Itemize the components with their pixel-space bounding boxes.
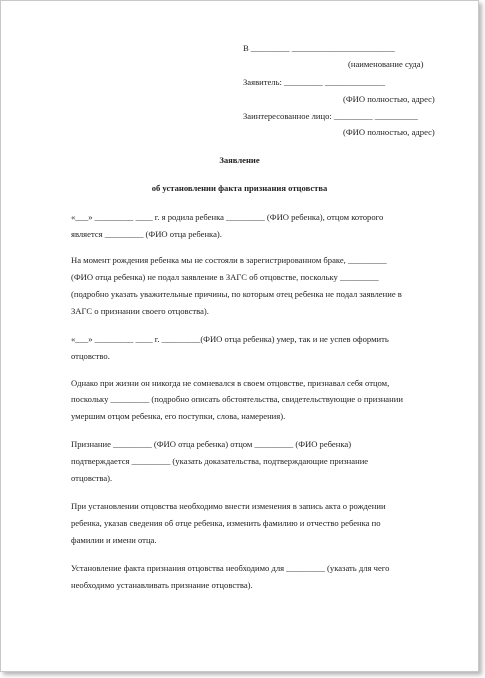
paragraph-7-line-2: необходимо устанавливать признание отцовства). bbox=[71, 580, 253, 590]
paragraph-2-line-2: (ФИО отца ребенка) не подал заявление в ЗАГС об отцовстве, поскольку _________ bbox=[71, 272, 379, 282]
paragraph-6-line-1: При установлении отцовства необходимо внести изменения в запись акта о рождении bbox=[71, 501, 386, 511]
paragraph-1-line-2: является _________ (ФИО отца ребенка). bbox=[71, 229, 222, 239]
paragraph-2-line-1: На момент рождения ребенка мы не состояли в зарегистрированном браке, _________ bbox=[71, 255, 387, 265]
interested-party-hint: (ФИО полностью, адрес) bbox=[343, 127, 435, 137]
paragraph-2-line-4: ЗАГС о признании своего отцовства). bbox=[71, 306, 209, 316]
interested-party-line: Заинтересованное лицо: _________ __________ bbox=[243, 111, 418, 121]
court-line: В _________ ________________________ bbox=[243, 43, 395, 53]
paragraph-1-line-1: «___» _________ ____ г. я родила ребенка _________ (ФИО ребенка), отцом которого bbox=[71, 212, 384, 222]
paragraph-7-line-1: Установление факта признания отцовства необходимо для _________ (указать для чего bbox=[71, 563, 390, 573]
applicant-line: Заявитель: _________ ______________ bbox=[243, 77, 386, 87]
paragraph-5-line-2: подтверждается _________ (указать доказательства, подтверждающие признание bbox=[71, 456, 369, 466]
document-subtitle: об установлении факта признания отцовства bbox=[151, 183, 328, 193]
paragraph-4-line-3: умершим отцом ребенка, его поступки, слова, намерения). bbox=[71, 411, 286, 421]
applicant-hint: (ФИО полностью, адрес) bbox=[343, 94, 435, 104]
paragraph-6-line-3: фамилии и имени отца. bbox=[71, 535, 157, 545]
paragraph-4-line-1: Однако при жизни он никогда не сомневался в своем отцовстве, признавал себя отцом, bbox=[71, 378, 390, 388]
court-hint: (наименование суда) bbox=[348, 59, 424, 69]
paragraph-3-line-2: отцовство. bbox=[71, 351, 110, 361]
paragraph-2-line-3: (подробно указать уважительные причины, по которым отец ребенка не подал заявление в bbox=[71, 289, 402, 299]
paragraph-4-line-2: поскольку _________ (подробно описать обстоятельства, свидетельствующие о признании bbox=[71, 394, 403, 404]
paragraph-5-line-1: Признание _________ (ФИО отца ребенка) отцом _________ (ФИО ребенка) bbox=[71, 439, 352, 449]
paragraph-6-line-2: ребенка, указав сведения об отце ребенка, изменить фамилию и отчество ребенка по bbox=[71, 518, 381, 528]
paragraph-5-line-3: отцовства). bbox=[71, 473, 113, 483]
paragraph-3-line-1: «___» _________ ____ г. _________(ФИО отца ребенка) умер, так и не успев оформить bbox=[71, 334, 389, 344]
document-title: Заявление bbox=[219, 155, 260, 165]
